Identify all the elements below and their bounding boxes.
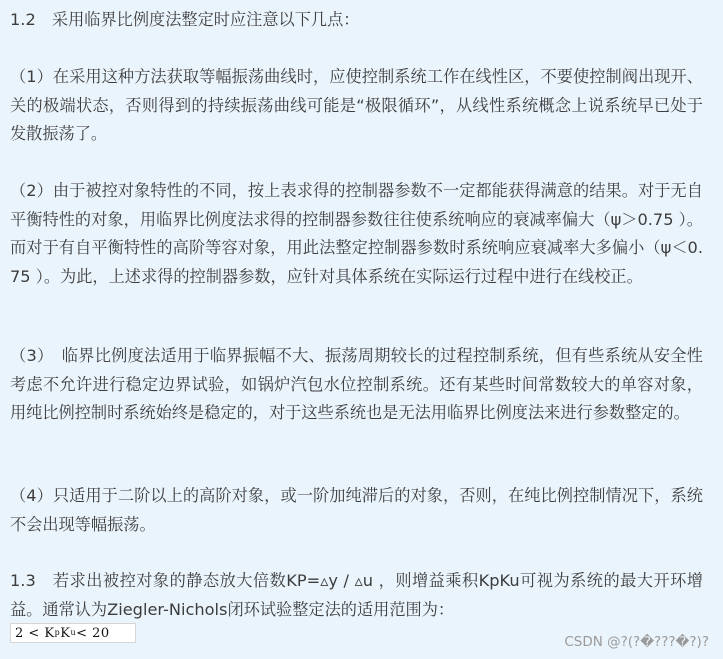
formula-mid: K [60,625,71,641]
section-1-3-text: 1.3 若求出被控对象的静态放大倍数KP=▵y / ▵u ，则增益乘积KpKu可视为系统的最大开环增益。通常认为Ziegler-Nichols闭环试验整定法的适用范围为： [10,571,703,619]
formula-upper: < 20 [76,625,110,641]
formula-image: 2 < K p K u < 20 [10,623,136,643]
paragraph-note-4: （4）只适用于二阶以上的高阶对象，或一阶加纯滞后的对象，否则，在纯比例控制情况下，系统不会出现等幅振荡。 [10,486,703,534]
section-heading-1-2: 1.2 采用临界比例度法整定时应注意以下几点： [10,10,360,29]
csdn-watermark: CSDN @?(?�???�?)? [564,634,709,650]
paragraph-note-1: （1）在采用这种方法获取等幅振荡曲线时，应使控制系统工作在线性区，不要使控制阀出现开、关的极端状态，否则得到的持续振荡曲线可能是“极限循环”，从线性系统概念上说系统早已处于发散振荡了。 [10,67,703,144]
formula-lower: 2 < K [15,625,55,641]
paragraph-note-2: （2）由于被控对象特性的不同，按上表求得的控制器参数不一定都能获得满意的结果。对于无自平衡特性的对象，用临界比例度法求得的控制器参数往往使系统响应的衰减率偏大（ψ＞0.75 ）。而对于有自平衡特性的高阶等容对象，用此法整定控制器参数时系统响应衰减率大多偏小（ψ＜0.75 ）。为此，上述求得的控制器参数，应针对具体系统在实际运行过程中进行在线校正。 [10,181,703,286]
paragraph-note-3: （3） 临界比例度法适用于临界振幅不大、振荡周期较长的过程控制系统，但有些系统从安全性考虑不允许进行稳定边界试验，如锅炉汽包水位控制系统。还有某些时间常数较大的单容对象，用纯比例控制时系统始终是稳定的，对于这些系统也是无法用临界比例度法来进行参数整定的。 [10,346,703,423]
